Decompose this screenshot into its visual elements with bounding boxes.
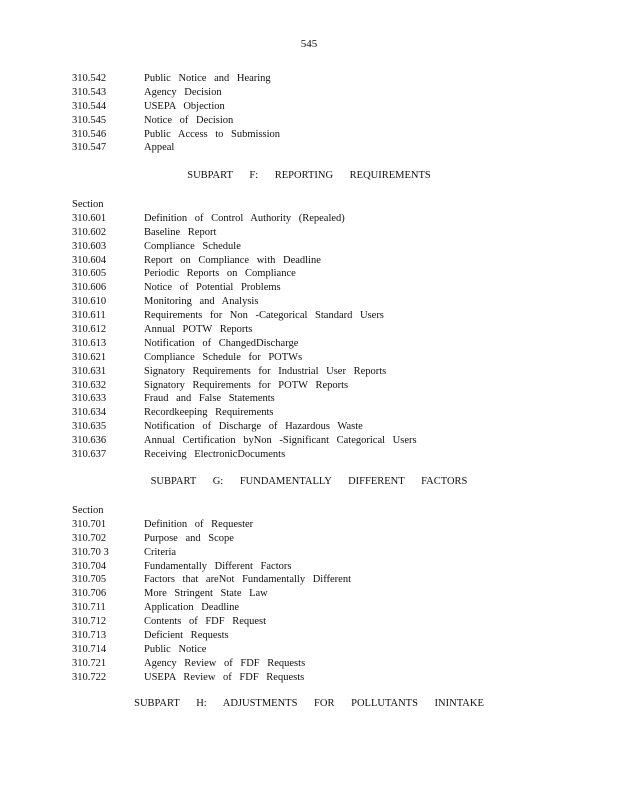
- section-number: 310.705: [72, 574, 107, 586]
- subpart-f-block: [72, 198, 417, 462]
- section-number: 310.70 3: [72, 546, 109, 558]
- section-entry: [72, 392, 417, 406]
- section-entry: [72, 254, 417, 268]
- section-entry: [72, 546, 351, 560]
- section-number: 310.712: [72, 616, 107, 628]
- section-entry: [72, 518, 351, 532]
- section-number: 310.706: [72, 588, 107, 600]
- section-number: 310.633: [72, 393, 107, 405]
- section-title: Public Notice: [144, 643, 207, 655]
- section-number: 310.604: [72, 254, 107, 266]
- section-entry: [72, 309, 417, 323]
- section-title: Criteria: [144, 546, 177, 558]
- section-number: 310.603: [72, 240, 107, 252]
- section-entry: [72, 295, 417, 309]
- section-entry: [72, 532, 351, 546]
- section-title: Signatory Requirements for Industrial User Reports: [144, 365, 387, 377]
- section-number: 310.702: [72, 532, 107, 544]
- section-title: Agency Decision: [144, 86, 222, 98]
- section-entry: [72, 406, 417, 420]
- section-entry: [72, 212, 417, 226]
- section-number: 310.611: [72, 310, 106, 322]
- section-title: Monitoring and Analysis: [144, 296, 259, 308]
- section-title: Purpose and Scope: [144, 532, 234, 544]
- section-entry: [72, 615, 351, 629]
- section-entry: [72, 643, 351, 657]
- section-number: 310.542: [72, 73, 107, 84]
- section-entry: [72, 671, 351, 685]
- section-number: 310.544: [72, 100, 107, 112]
- section-entry: [72, 323, 417, 337]
- section-entry: [72, 601, 351, 615]
- section-number: 310.612: [72, 324, 107, 336]
- section-title: Recordkeeping Requirements: [144, 407, 274, 419]
- subpart-f-heading: SUBPART F: REPORTING REQUIREMENTS: [187, 170, 431, 181]
- section-number: 310.613: [72, 337, 107, 349]
- section-entry: [72, 114, 280, 128]
- subpart-h-heading: SUBPART H: ADJUSTMENTS FOR POLLUTANTS ININTAKE: [134, 698, 484, 709]
- section-title: Report on Compliance with Deadline: [144, 254, 321, 266]
- section-number: 310.636: [72, 435, 107, 447]
- section-title: Compliance Schedule for POTWs: [144, 351, 303, 363]
- subpart-g-section-list: [72, 518, 351, 685]
- section-title: More Stringent State Law: [144, 588, 268, 600]
- section-entry: [72, 240, 417, 254]
- section-title: Notification of Discharge of Hazardous Waste: [144, 421, 363, 433]
- section-title: Compliance Schedule: [144, 240, 241, 252]
- section-title: USEPA Objection: [144, 100, 225, 112]
- section-entry: [72, 573, 351, 587]
- section-title: Contents of FDF Request: [144, 616, 267, 628]
- section-title: USEPA Review of FDF Requests: [144, 671, 305, 683]
- section-title: Notification of ChangedDischarge: [144, 337, 299, 349]
- section-title: Fraud and False Statements: [144, 393, 275, 405]
- section-entry: [72, 281, 417, 295]
- section-number: 310.547: [72, 142, 107, 154]
- section-entry: [72, 267, 417, 281]
- section-title: Definition of Requester: [144, 518, 254, 530]
- section-title: Annual Certification byNon -Significant Categorical Users: [144, 435, 417, 447]
- section-number: 310.635: [72, 421, 107, 433]
- section-number: 310.621: [72, 351, 107, 363]
- section-number: 310.543: [72, 86, 107, 98]
- section-title: Receiving ElectronicDocuments: [144, 449, 286, 461]
- section-title: Baseline Report: [144, 226, 217, 238]
- section-entry: [72, 420, 417, 434]
- section-title: Notice of Decision: [144, 114, 234, 126]
- section-entry: [72, 448, 417, 462]
- section-entry: [72, 72, 280, 86]
- section-number: 310.610: [72, 296, 107, 308]
- section-entry: [72, 560, 351, 574]
- section-entry: [72, 379, 417, 393]
- section-title: Periodic Reports on Compliance: [144, 268, 296, 280]
- section-number: 310.721: [72, 657, 107, 669]
- section-title: Definition of Control Authority (Repealed): [144, 212, 345, 224]
- section-entry: [72, 86, 280, 100]
- page-number: 545: [300, 38, 318, 50]
- section-entry: [72, 141, 280, 155]
- section-title: Fundamentally Different Factors: [144, 560, 292, 572]
- section-entry: [72, 587, 351, 601]
- section-number: 310.545: [72, 114, 107, 126]
- subpart-g-heading: SUBPART G: FUNDAMENTALLY DIFFERENT FACTORS: [150, 476, 468, 487]
- section-entry: [72, 657, 351, 671]
- section-entry: [72, 100, 280, 114]
- subpart-g-block: [72, 504, 351, 685]
- section-entry: [72, 351, 417, 365]
- section-entry: [72, 128, 280, 142]
- section-number: 310.713: [72, 630, 107, 642]
- section-number: 310.637: [72, 449, 107, 461]
- subpart-e-section-list: [72, 72, 280, 155]
- section-title: Requirements for Non -Categorical Standard Users: [144, 310, 384, 322]
- section-number: 310.631: [72, 365, 107, 377]
- section-title: Factors that areNot Fundamentally Different: [144, 574, 352, 586]
- section-number: 310.701: [72, 518, 107, 530]
- section-number: 310.714: [72, 643, 107, 655]
- section-number: 310.704: [72, 560, 107, 572]
- section-entry: [72, 226, 417, 240]
- subpart-f-section-list: [72, 212, 417, 462]
- section-entry: [72, 365, 417, 379]
- section-entry: [72, 337, 417, 351]
- section-title: Notice of Potential Problems: [144, 282, 281, 294]
- section-number: 310.546: [72, 128, 107, 140]
- section-entry: [72, 629, 351, 643]
- section-title: Application Deadline: [144, 602, 240, 614]
- section-number: 310.606: [72, 282, 107, 294]
- section-number: 310.605: [72, 268, 107, 280]
- section-number: 310.722: [72, 671, 107, 683]
- section-label: Section: [72, 199, 104, 210]
- section-number: 310.711: [72, 602, 106, 614]
- section-number: 310.634: [72, 407, 107, 419]
- section-title: Public Access to Submission: [144, 128, 281, 140]
- section-title: Appeal: [144, 142, 175, 154]
- section-number: 310.602: [72, 226, 107, 238]
- section-title: Annual POTW Reports: [144, 324, 253, 336]
- section-number: 310.601: [72, 212, 107, 224]
- section-title: Public Notice and Hearing: [144, 73, 271, 84]
- section-title: Deficient Requests: [144, 630, 229, 642]
- section-number: 310.632: [72, 379, 107, 391]
- section-title: Signatory Requirements for POTW Reports: [144, 379, 349, 391]
- section-label: Section: [72, 505, 104, 516]
- section-entry: [72, 434, 417, 448]
- section-title: Agency Review of FDF Requests: [144, 657, 306, 669]
